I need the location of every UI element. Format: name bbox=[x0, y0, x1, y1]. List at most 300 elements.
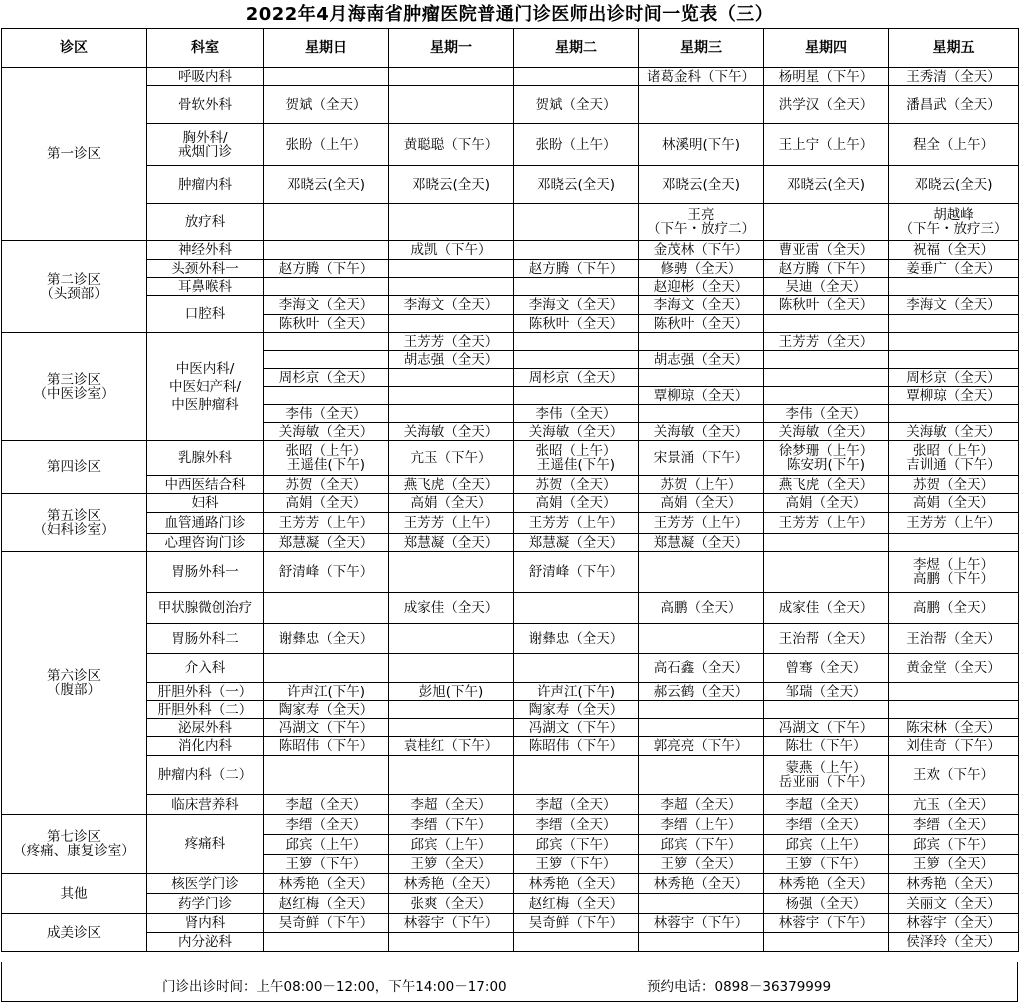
doctor-cell bbox=[514, 333, 639, 351]
doctor-cell bbox=[764, 387, 889, 405]
doctor-cell bbox=[639, 719, 764, 737]
area-4: 第四诊区 bbox=[2, 441, 147, 494]
dept-cell: 胸外科/ 戒烟门诊 bbox=[147, 124, 264, 166]
doctor-cell: 张昭（上午） 吉训通（下午） bbox=[889, 441, 1019, 476]
dept-cell: 肿瘤内科 bbox=[147, 166, 264, 204]
doctor-cell: 成家佳（全天） bbox=[389, 593, 514, 624]
doctor-cell bbox=[389, 204, 514, 241]
doctor-cell bbox=[389, 933, 514, 952]
doctor-cell: 蒙燕（上午） 岳亚丽（下午） bbox=[764, 756, 889, 795]
doctor-cell: 祝福（全天） bbox=[889, 241, 1019, 260]
doctor-cell: 关海敏（全天） bbox=[639, 423, 764, 441]
doctor-cell: 高娟（全天） bbox=[764, 494, 889, 513]
dept-cell: 耳鼻喉科 bbox=[147, 278, 264, 296]
doctor-cell bbox=[639, 701, 764, 719]
area-3: 第三诊区 （中医诊室） bbox=[2, 333, 147, 441]
doctor-cell: 李伟（全天） bbox=[514, 405, 639, 423]
doctor-cell: 金茂林（下午） bbox=[639, 241, 764, 260]
doctor-cell: 林蓉宇（全天） bbox=[889, 914, 1019, 933]
header-tue: 星期二 bbox=[514, 29, 639, 68]
doctor-cell: 高娟（全天） bbox=[639, 494, 764, 513]
doctor-cell: 赵红梅（全天） bbox=[264, 894, 389, 914]
dept-cell: 胃肠外科二 bbox=[147, 624, 264, 654]
doctor-cell bbox=[889, 315, 1019, 333]
table-row bbox=[2, 204, 1019, 241]
doctor-cell: 邱宾（上午） bbox=[264, 835, 389, 855]
doctor-cell: 关海敏（全天） bbox=[514, 423, 639, 441]
dept-cell: 乳腺外科 bbox=[147, 441, 264, 476]
table-row bbox=[2, 719, 1019, 737]
table-row bbox=[2, 86, 1019, 124]
header-dept: 科室 bbox=[147, 29, 264, 68]
doctor-cell: 陈秋叶（全天） bbox=[764, 296, 889, 315]
doctor-cell: 黄聪聪（下午） bbox=[389, 124, 514, 166]
doctor-cell bbox=[639, 333, 764, 351]
table-row bbox=[2, 756, 1019, 795]
doctor-cell bbox=[264, 351, 389, 369]
doctor-cell bbox=[389, 719, 514, 737]
schedule-table bbox=[1, 28, 1019, 952]
doctor-cell: 谢彝忠（全天） bbox=[514, 624, 639, 654]
doctor-cell bbox=[639, 86, 764, 124]
dept-cell: 药学门诊 bbox=[147, 894, 264, 914]
doctor-cell: 林秀艳（全天） bbox=[764, 874, 889, 894]
doctor-cell: 杨强（全天） bbox=[764, 894, 889, 914]
table-row bbox=[2, 683, 1019, 701]
doctor-cell bbox=[639, 552, 764, 593]
page-title: 2022年4月海南省肿瘤医院普通门诊医师出诊时间一览表（三） bbox=[245, 4, 774, 25]
doctor-cell bbox=[514, 351, 639, 369]
doctor-cell: 胡志强（全天） bbox=[389, 351, 514, 369]
dept-cell: 疼痛科 bbox=[147, 815, 264, 874]
doctor-cell bbox=[764, 351, 889, 369]
doctor-cell: 林蓉宇（下午） bbox=[639, 914, 764, 933]
doctor-cell: 邓晓云(全天) bbox=[514, 166, 639, 204]
doctor-cell bbox=[389, 278, 514, 296]
doctor-cell: 姜垂广（全天） bbox=[889, 260, 1019, 278]
header-wed: 星期三 bbox=[639, 29, 764, 68]
doctor-cell bbox=[264, 756, 389, 795]
dept-cell: 肝胆外科（一） bbox=[147, 683, 264, 701]
doctor-cell bbox=[514, 204, 639, 241]
doctor-cell bbox=[889, 278, 1019, 296]
doctor-cell bbox=[264, 387, 389, 405]
doctor-cell: 高娟（全天） bbox=[264, 494, 389, 513]
dept-cell: 中医内科/ 中医妇产科/ 中医肿瘤科 bbox=[147, 333, 264, 441]
doctor-cell: 周杉京（全天） bbox=[889, 369, 1019, 387]
doctor-cell: 李超（全天） bbox=[639, 795, 764, 815]
doctor-cell: 张盼（上午） bbox=[264, 124, 389, 166]
dept-cell: 肾内科 bbox=[147, 914, 264, 933]
doctor-cell: 关海敏（全天） bbox=[264, 423, 389, 441]
doctor-cell: 关海敏（全天） bbox=[764, 423, 889, 441]
doctor-cell bbox=[389, 405, 514, 423]
table-row bbox=[2, 241, 1019, 260]
table-row bbox=[2, 624, 1019, 654]
doctor-cell: 陈宋林（全天） bbox=[889, 719, 1019, 737]
doctor-cell: 张昭（上午） 王遥佳(下午) bbox=[514, 441, 639, 476]
dept-cell: 临床营养科 bbox=[147, 795, 264, 815]
doctor-cell: 亢玉（全天） bbox=[889, 795, 1019, 815]
doctor-cell: 彭旭(下午) bbox=[389, 683, 514, 701]
doctor-cell bbox=[389, 552, 514, 593]
dept-cell: 核医学门诊 bbox=[147, 874, 264, 894]
table-row bbox=[2, 701, 1019, 719]
table-row bbox=[2, 260, 1019, 278]
doctor-cell: 赵方腾（下午） bbox=[514, 260, 639, 278]
doctor-cell bbox=[264, 933, 389, 952]
doctor-cell: 王芳芳（上午） bbox=[514, 513, 639, 534]
dept-cell: 肝胆外科（二） bbox=[147, 701, 264, 719]
doctor-cell bbox=[264, 654, 389, 683]
doctor-cell: 李海文（全天） bbox=[389, 296, 514, 315]
doctor-cell: 高鹏（全天） bbox=[889, 593, 1019, 624]
doctor-cell: 王芳芳（上午） bbox=[264, 513, 389, 534]
doctor-cell: 李缙（全天） bbox=[514, 815, 639, 835]
doctor-cell: 关丽文（全天） bbox=[889, 894, 1019, 914]
doctor-cell: 杨明星（下午） bbox=[764, 68, 889, 86]
doctor-cell: 冯湖文（下午） bbox=[514, 719, 639, 737]
doctor-cell: 高娟（全天） bbox=[514, 494, 639, 513]
doctor-cell bbox=[389, 756, 514, 795]
doctor-cell: 许声江(下午) bbox=[264, 683, 389, 701]
table-row bbox=[2, 513, 1019, 534]
doctor-cell: 亢玉（下午） bbox=[389, 441, 514, 476]
doctor-cell bbox=[764, 933, 889, 952]
doctor-cell: 王箩（全天） bbox=[889, 855, 1019, 874]
doctor-cell: 林蓉宇（下午） bbox=[389, 914, 514, 933]
doctor-cell: 王芳芳（上午） bbox=[389, 513, 514, 534]
dept-cell: 放疗科 bbox=[147, 204, 264, 241]
doctor-cell bbox=[764, 552, 889, 593]
table-row bbox=[2, 654, 1019, 683]
doctor-cell bbox=[514, 593, 639, 624]
doctor-cell: 邓晓云(全天) bbox=[764, 166, 889, 204]
doctor-cell bbox=[389, 701, 514, 719]
dept-cell: 消化内科 bbox=[147, 737, 264, 756]
table-row bbox=[2, 534, 1019, 552]
doctor-cell: 李缙（全天） bbox=[264, 815, 389, 835]
table-row bbox=[2, 894, 1019, 914]
doctor-cell: 王治帮（全天） bbox=[889, 624, 1019, 654]
area-2: 第二诊区 （头颈部） bbox=[2, 241, 147, 333]
doctor-cell: 徐梦珊（上午） 陈安玥(下午) bbox=[764, 441, 889, 476]
doctor-cell: 苏贺（上午） bbox=[639, 476, 764, 494]
doctor-cell: 邹瑞（全天） bbox=[764, 683, 889, 701]
doctor-cell bbox=[764, 204, 889, 241]
table-row bbox=[2, 933, 1019, 952]
doctor-cell: 王箩（下午） bbox=[764, 855, 889, 874]
doctor-cell: 林秀艳（全天） bbox=[264, 874, 389, 894]
dept-cell: 骨软外科 bbox=[147, 86, 264, 124]
doctor-cell: 张爽（全天） bbox=[389, 894, 514, 914]
header-area: 诊区 bbox=[2, 29, 147, 68]
doctor-cell bbox=[389, 315, 514, 333]
doctor-cell: 林溪明(下午) bbox=[639, 124, 764, 166]
doctor-cell: 王上宁（上午） bbox=[764, 124, 889, 166]
doctor-cell: 邱宾（下午） bbox=[889, 835, 1019, 855]
header-sun: 星期日 bbox=[264, 29, 389, 68]
doctor-cell: 诸葛金科（下午） bbox=[639, 68, 764, 86]
table-row bbox=[2, 737, 1019, 756]
dept-cell: 头颈外科一 bbox=[147, 260, 264, 278]
dept-cell: 中西医结合科 bbox=[147, 476, 264, 494]
table-row bbox=[2, 914, 1019, 933]
doctor-cell bbox=[389, 369, 514, 387]
dept-cell: 呼吸内科 bbox=[147, 68, 264, 86]
doctor-cell: 王芳芳（上午） bbox=[764, 513, 889, 534]
doctor-cell bbox=[514, 933, 639, 952]
doctor-cell: 邓晓云(全天) bbox=[889, 166, 1019, 204]
doctor-cell: 李超（全天） bbox=[389, 795, 514, 815]
doctor-cell bbox=[514, 278, 639, 296]
doctor-cell: 苏贺（全天） bbox=[264, 476, 389, 494]
doctor-cell: 陶家寿（全天） bbox=[264, 701, 389, 719]
doctor-cell bbox=[764, 369, 889, 387]
table-row bbox=[2, 476, 1019, 494]
dept-cell: 泌尿外科 bbox=[147, 719, 264, 737]
table-row bbox=[2, 68, 1019, 86]
doctor-cell: 郭亮亮（下午） bbox=[639, 737, 764, 756]
doctor-cell: 吴迪（全天） bbox=[764, 278, 889, 296]
doctor-cell: 关海敏（全天） bbox=[889, 423, 1019, 441]
doctor-cell: 周杉京（全天） bbox=[264, 369, 389, 387]
doctor-cell bbox=[889, 351, 1019, 369]
dept-cell: 神经外科 bbox=[147, 241, 264, 260]
doctor-cell: 李缙（全天） bbox=[764, 815, 889, 835]
doctor-cell: 郑慧凝（全天） bbox=[264, 534, 389, 552]
doctor-cell: 赵方腾（下午） bbox=[764, 260, 889, 278]
doctor-cell: 郝云鹤（全天） bbox=[639, 683, 764, 701]
doctor-cell: 周杉京（全天） bbox=[514, 369, 639, 387]
doctor-cell: 舒清峰（下午） bbox=[264, 552, 389, 593]
doctor-cell: 王芳芳（全天） bbox=[764, 333, 889, 351]
doctor-cell bbox=[514, 654, 639, 683]
doctor-cell: 袁桂红（下午） bbox=[389, 737, 514, 756]
doctor-cell bbox=[764, 315, 889, 333]
doctor-cell: 黄金堂（全天） bbox=[889, 654, 1019, 683]
doctor-cell bbox=[764, 701, 889, 719]
dept-cell: 肿瘤内科（二） bbox=[147, 756, 264, 795]
doctor-cell: 林秀艳（全天） bbox=[389, 874, 514, 894]
doctor-cell: 林秀艳（全天） bbox=[639, 874, 764, 894]
doctor-cell: 王欢（下午） bbox=[889, 756, 1019, 795]
doctor-cell: 李超（全天） bbox=[764, 795, 889, 815]
doctor-cell: 高鹏（全天） bbox=[639, 593, 764, 624]
doctor-cell: 王芳芳（上午） bbox=[639, 513, 764, 534]
doctor-cell: 陈秋叶（全天） bbox=[514, 315, 639, 333]
doctor-cell: 李伟（全天） bbox=[764, 405, 889, 423]
doctor-cell bbox=[639, 894, 764, 914]
table-row bbox=[2, 795, 1019, 815]
doctor-cell bbox=[389, 260, 514, 278]
table-row bbox=[2, 552, 1019, 593]
doctor-cell bbox=[389, 68, 514, 86]
doctor-cell: 陈秋叶（全天） bbox=[264, 315, 389, 333]
doctor-cell bbox=[639, 369, 764, 387]
doctor-cell bbox=[889, 701, 1019, 719]
table-row bbox=[2, 815, 1019, 835]
doctor-cell: 洪学汉（全天） bbox=[764, 86, 889, 124]
doctor-cell: 苏贺（全天） bbox=[889, 476, 1019, 494]
doctor-cell bbox=[639, 933, 764, 952]
doctor-cell bbox=[514, 387, 639, 405]
doctor-cell: 李超（全天） bbox=[514, 795, 639, 815]
doctor-cell: 陶家寿（全天） bbox=[514, 701, 639, 719]
doctor-cell bbox=[639, 405, 764, 423]
doctor-cell: 陈昭伟（下午） bbox=[264, 737, 389, 756]
table-row bbox=[2, 333, 1019, 351]
doctor-cell: 李海文（全天） bbox=[514, 296, 639, 315]
table-row bbox=[2, 296, 1019, 315]
doctor-cell bbox=[264, 204, 389, 241]
doctor-cell: 王箩（全天） bbox=[639, 855, 764, 874]
doctor-cell: 宋景涌（下午） bbox=[639, 441, 764, 476]
doctor-cell: 王芳芳（上午） bbox=[889, 513, 1019, 534]
doctor-cell: 陈壮（下午） bbox=[764, 737, 889, 756]
doctor-cell: 刘佳奇（下午） bbox=[889, 737, 1019, 756]
doctor-cell: 王箩（下午） bbox=[264, 855, 389, 874]
header-mon: 星期一 bbox=[389, 29, 514, 68]
table-row bbox=[2, 124, 1019, 166]
doctor-cell bbox=[889, 333, 1019, 351]
footer bbox=[1, 962, 1018, 1002]
doctor-cell: 高娟（全天） bbox=[389, 494, 514, 513]
dept-cell: 心理咨询门诊 bbox=[147, 534, 264, 552]
doctor-cell: 邱宾（上午） bbox=[389, 835, 514, 855]
doctor-cell: 苏贺（全天） bbox=[514, 476, 639, 494]
doctor-cell: 胡志强（全天） bbox=[639, 351, 764, 369]
doctor-cell: 王亮 （下午・放疗二） bbox=[639, 204, 764, 241]
dept-cell: 内分泌科 bbox=[147, 933, 264, 952]
doctor-cell: 修骋（全天） bbox=[639, 260, 764, 278]
doctor-cell: 舒清峰（下午） bbox=[514, 552, 639, 593]
area-6: 第六诊区 （腹部） bbox=[2, 552, 147, 815]
doctor-cell: 李海文（全天） bbox=[639, 296, 764, 315]
doctor-cell bbox=[264, 278, 389, 296]
doctor-cell: 曾骞（全天） bbox=[764, 654, 889, 683]
doctor-cell: 李缙（上午） bbox=[639, 815, 764, 835]
doctor-cell: 邱宾（下午） bbox=[639, 835, 764, 855]
area-5: 第五诊区 （妇科诊室） bbox=[2, 494, 147, 552]
doctor-cell: 吴奇鲜（下午） bbox=[514, 914, 639, 933]
doctor-cell: 谢彝忠（全天） bbox=[264, 624, 389, 654]
doctor-cell: 潘昌武（全天） bbox=[889, 86, 1019, 124]
doctor-cell: 燕飞虎（全天） bbox=[764, 476, 889, 494]
doctor-cell bbox=[264, 241, 389, 260]
table-row bbox=[2, 166, 1019, 204]
clinic-hours: 门诊出诊时间：上午08:00－12:00，下午14:00－17:00 bbox=[162, 979, 507, 995]
doctor-cell: 李伟（全天） bbox=[264, 405, 389, 423]
table-row bbox=[2, 278, 1019, 296]
doctor-cell: 李煜（上午） 高鹏（下午） bbox=[889, 552, 1019, 593]
doctor-cell: 王箩（下午） bbox=[514, 855, 639, 874]
doctor-cell: 赵红梅（全天） bbox=[514, 894, 639, 914]
doctor-cell bbox=[889, 534, 1019, 552]
area-9: 成美诊区 bbox=[2, 914, 147, 952]
doctor-cell bbox=[389, 624, 514, 654]
doctor-cell: 覃柳琼（全天） bbox=[639, 387, 764, 405]
doctor-cell: 李海文（全天） bbox=[264, 296, 389, 315]
doctor-cell: 郑慧凝（全天） bbox=[389, 534, 514, 552]
doctor-cell: 冯湖文（下午） bbox=[764, 719, 889, 737]
doctor-cell: 王秀清（全天） bbox=[889, 68, 1019, 86]
doctor-cell: 陈秋叶（全天） bbox=[639, 315, 764, 333]
doctor-cell bbox=[264, 68, 389, 86]
doctor-cell: 许声江(下午) bbox=[514, 683, 639, 701]
doctor-cell: 邱宾（上午） bbox=[764, 835, 889, 855]
table-row bbox=[2, 874, 1019, 894]
doctor-cell bbox=[389, 86, 514, 124]
dept-cell: 介入科 bbox=[147, 654, 264, 683]
doctor-cell: 贺斌（全天） bbox=[514, 86, 639, 124]
doctor-cell: 李超（全天） bbox=[264, 795, 389, 815]
doctor-cell: 高娟（全天） bbox=[889, 494, 1019, 513]
doctor-cell: 覃柳琼（全天） bbox=[889, 387, 1019, 405]
doctor-cell: 赵方腾（下午） bbox=[264, 260, 389, 278]
doctor-cell: 郑慧凝（全天） bbox=[639, 534, 764, 552]
doctor-cell: 成家佳（全天） bbox=[764, 593, 889, 624]
doctor-cell: 邓晓云(全天) bbox=[639, 166, 764, 204]
doctor-cell: 王治帮（全天） bbox=[764, 624, 889, 654]
area-1: 第一诊区 bbox=[2, 68, 147, 241]
dept-cell: 甲状腺微创治疗 bbox=[147, 593, 264, 624]
doctor-cell: 陈昭伟（下午） bbox=[514, 737, 639, 756]
doctor-cell: 郑慧凝（全天） bbox=[514, 534, 639, 552]
doctor-cell bbox=[389, 654, 514, 683]
doctor-cell: 林秀艳（全天） bbox=[889, 874, 1019, 894]
appointment-phone: 预约电话：0898－36379999 bbox=[647, 979, 832, 995]
doctor-cell bbox=[764, 534, 889, 552]
dept-cell: 口腔科 bbox=[147, 296, 264, 333]
table-row bbox=[2, 593, 1019, 624]
doctor-cell bbox=[264, 333, 389, 351]
doctor-cell: 燕飞虎（全天） bbox=[389, 476, 514, 494]
doctor-cell: 林秀艳（全天） bbox=[514, 874, 639, 894]
header-row bbox=[2, 29, 1019, 68]
doctor-cell: 赵迎彬（全天） bbox=[639, 278, 764, 296]
doctor-cell: 邓晓云(全天) bbox=[264, 166, 389, 204]
doctor-cell: 侯泽玲（全天） bbox=[889, 933, 1019, 952]
area-7: 第七诊区 （疼痛、康复诊室） bbox=[2, 815, 147, 874]
doctor-cell bbox=[389, 387, 514, 405]
doctor-cell: 王芳芳（全天） bbox=[389, 333, 514, 351]
doctor-cell: 吴奇鲜（下午） bbox=[264, 914, 389, 933]
dept-cell: 妇科 bbox=[147, 494, 264, 513]
doctor-cell: 李缙（全天） bbox=[889, 815, 1019, 835]
table-row bbox=[2, 441, 1019, 476]
doctor-cell bbox=[889, 405, 1019, 423]
doctor-cell: 胡越峰 （下午・放疗三） bbox=[889, 204, 1019, 241]
doctor-cell: 李海文（全天） bbox=[889, 296, 1019, 315]
doctor-cell: 冯湖文（下午） bbox=[264, 719, 389, 737]
doctor-cell: 关海敏（全天） bbox=[389, 423, 514, 441]
doctor-cell bbox=[264, 593, 389, 624]
doctor-cell bbox=[639, 624, 764, 654]
doctor-cell: 邱宾（下午） bbox=[514, 835, 639, 855]
doctor-cell: 成凯（下午） bbox=[389, 241, 514, 260]
dept-cell: 血管通路门诊 bbox=[147, 513, 264, 534]
doctor-cell: 曹亚雷（全天） bbox=[764, 241, 889, 260]
doctor-cell bbox=[514, 68, 639, 86]
table-row bbox=[2, 494, 1019, 513]
doctor-cell: 李缙（下午） bbox=[389, 815, 514, 835]
doctor-cell: 林蓉宇（下午） bbox=[764, 914, 889, 933]
dept-cell: 胃肠外科一 bbox=[147, 552, 264, 593]
header-thu: 星期四 bbox=[764, 29, 889, 68]
area-8: 其他 bbox=[2, 874, 147, 914]
doctor-cell: 王箩（全天） bbox=[389, 855, 514, 874]
